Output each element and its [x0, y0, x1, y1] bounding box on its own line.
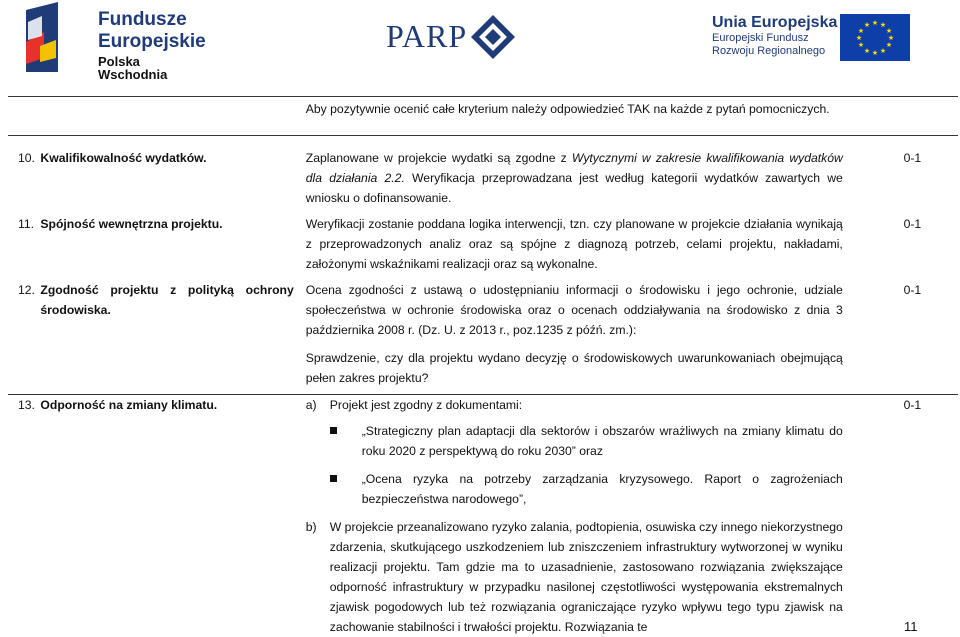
parp-text: PARP: [386, 18, 467, 55]
list-item: „Ocena ryzyka na potrzeby zarządzania kryzysowego. Raport o zagrożeniach bezpieczeństwa narodowego”,: [330, 469, 843, 509]
score: 0-1: [867, 280, 958, 395]
criterion-description: [306, 280, 867, 395]
sub-text-a: Projekt jest zgodny z dokumentami:: [330, 398, 522, 412]
intro-row: [8, 97, 958, 136]
criterion-name: Odporność na zmiany klimatu.: [40, 395, 305, 637]
fe-line1: Fundusze: [98, 10, 206, 29]
ue-line1: Unia Europejska: [712, 14, 837, 32]
criterion-name: Spójność wewnętrzna projektu.: [40, 214, 305, 280]
svg-text:★: ★: [858, 27, 864, 35]
document-list: [330, 421, 843, 509]
ue-line3: Rozwoju Regionalnego: [712, 45, 837, 58]
score: 0-1: [867, 148, 958, 214]
sub-label-b: b): [306, 517, 317, 537]
svg-text:★: ★: [856, 34, 862, 42]
desc-part-b: Wytycznymi w zakresie kwalifikowania wydatków dla działania 2.2.: [306, 151, 843, 185]
desc-part-a: Zaplanowane w projekcie wydatki są zgodne z: [306, 151, 572, 165]
criterion-description: [306, 148, 867, 214]
criterion-description: Weryfikacji zostanie poddana logika interwencji, tzn. czy planowane w projekcie działania wynikają z przeprowadzonych analiz oraz są spójne z diagnozą potrzeb, celami projektu, nakładami, założonymi wskaźnikami realizacji oraz są wykonalne.: [306, 214, 867, 280]
svg-text:★: ★: [858, 41, 864, 49]
row-number: 12.: [8, 280, 40, 395]
sub-point-b: [306, 517, 843, 637]
svg-text:★: ★: [864, 47, 870, 55]
sub-label-a: a): [306, 395, 317, 415]
criterion-name: Kwalifikowalność wydatków.: [40, 148, 305, 214]
row-number: 11.: [8, 214, 40, 280]
svg-text:★: ★: [886, 41, 892, 49]
page-header: [0, 0, 960, 82]
svg-text:★: ★: [886, 27, 892, 35]
row-number: 10.: [8, 148, 40, 214]
sub-text-b: W projekcie przeanalizowano ryzyko zalania, podtopienia, osuwiska czy innego niekorzystnego zdarzenia, skutkującego uszkodzeniem lub zniszczeniem infrastruktury wytworzonej w wyniku realizacji projektu. Tam gdzie ma to uzasadnienie, zastosowano rozwiązania zwiększające odporność infrastruktury w przypadku nasilonej częstotliwości występowania ekstremalnych zjawisk pogodowych lub też rozwiązania ograniczające ryzyko wpływu tego typu zjawisk na zachowanie stabilności i trwałości projektu. Rozwiązania te: [330, 520, 843, 634]
score: 0-1: [867, 395, 958, 637]
row-number: 13.: [8, 395, 40, 637]
eu-flag-icon: [840, 14, 910, 61]
criterion-row-13: [8, 395, 958, 637]
desc-part-c: Weryfikacja przeprowadzana jest według kategorii wydatków zawartych we wniosku o dofinansowanie.: [306, 171, 843, 205]
parp-mark-icon: [470, 14, 516, 60]
ue-line2: Europejski Fundusz: [712, 32, 837, 45]
fe-logo-mark: [22, 2, 72, 72]
criterion-row-11: [8, 214, 958, 280]
fundusze-europejskie-logo: [22, 2, 202, 74]
intro-text: Aby pozytywnie ocenić całe kryterium należy odpowiedzieć TAK na każde z pytań pomocniczych.: [306, 97, 958, 136]
svg-text:★: ★: [872, 49, 878, 57]
svg-text:★: ★: [864, 21, 870, 29]
unia-europejska-logo: [712, 14, 837, 58]
svg-text:★: ★: [872, 19, 878, 27]
score: 0-1: [867, 214, 958, 280]
criteria-table: [8, 96, 958, 637]
fe-line2: Europejskie: [98, 32, 206, 51]
desc-paragraph-1: Ocena zgodności z ustawą o udostępnianiu informacji o środowisku i jego ochronie, udziale społeczeństwa w ochronie środowiska oraz o ocenach oddziaływania na środowisko z dnia 3 października 2008 r. (Dz. U. z 2013 r., poz.1235 z późń. zm.):: [306, 280, 843, 340]
criterion-row-12: [8, 280, 958, 395]
svg-text:★: ★: [888, 34, 894, 42]
criterion-row-10: [8, 148, 958, 214]
fe-line3: Polska Wschodnia: [98, 55, 206, 81]
svg-text:★: ★: [880, 47, 886, 55]
list-item: „Strategiczny plan adaptacji dla sektorów i obszarów wrażliwych na zmiany klimatu do roku 2020 z perspektywą do roku 2030” oraz: [330, 421, 843, 461]
page-number: 11: [904, 619, 918, 634]
criterion-description: [306, 395, 867, 637]
svg-text:★: ★: [880, 21, 886, 29]
criterion-name: Zgodność projektu z polityką ochrony środowiska.: [40, 280, 305, 395]
desc-paragraph-2: Sprawdzenie, czy dla projektu wydano decyzję o środowiskowych uwarunkowaniach obejmującą pełen zakres projektu?: [306, 348, 843, 388]
sub-point-a: [306, 395, 843, 509]
